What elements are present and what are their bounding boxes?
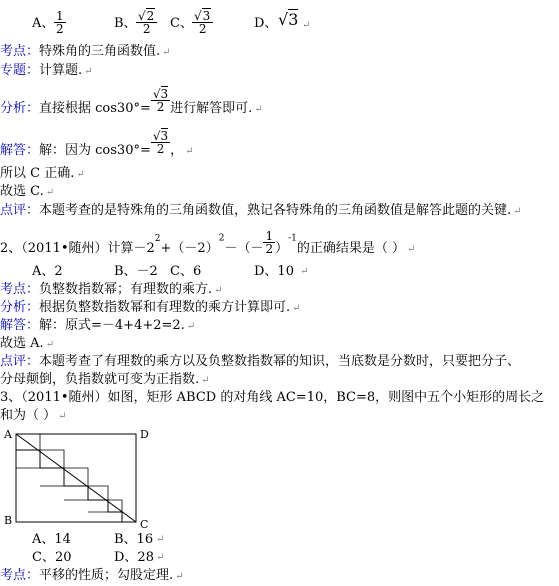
- sqrt-sign-icon: √: [152, 129, 161, 143]
- q1-fenxi: 分析：直接根据 cos30°= $\frac{√3}{2}$ 进行解答即可. $_↵$: [0, 87, 263, 116]
- dianping-label: 点评：: [0, 354, 40, 369]
- diagonal-ac: [16, 434, 136, 522]
- q2-option-b: B、－2: [114, 264, 158, 279]
- vertex-d-label: D: [140, 428, 149, 441]
- q1-option-b-denominator: 2: [136, 22, 157, 35]
- q1-option-b-numerator: 2: [146, 9, 155, 23]
- q3-option-c: C、20: [32, 550, 72, 565]
- sqrt-sign-icon: √: [194, 9, 202, 23]
- jieda-label: 解答：: [0, 318, 40, 333]
- q3-rectangle-figure: [0, 424, 160, 532]
- q2-option-c: C、6: [170, 264, 202, 279]
- q1-option-a-denominator: 2: [56, 22, 64, 36]
- q2-option-d: D、10: [254, 264, 294, 279]
- q1-option-b-fraction: [136, 10, 157, 35]
- q1-fenxi-fraction: $\frac{√3}{2}$: [152, 87, 169, 114]
- q1-option-a-label: A、: [32, 16, 55, 31]
- q1-option-d-value: √3: [278, 10, 299, 29]
- sqrt-sign-icon: √: [278, 10, 289, 29]
- sqrt-sign-icon: √: [138, 9, 146, 23]
- q2-stem: 2、（2011•随州）计算$-2^2+(-2)^2-(-$ $\frac{1}{2}$ ）$^{-1}$的正确结果是（ ） $_↵$: [0, 229, 416, 256]
- q2-jieda: 解答：解：原式=－4+4+2=2. ↵: [0, 318, 196, 333]
- q3-stem-line1: 3、（2011•随州）如图，矩形 ABCD 的对角线 AC=10，BC=8，则图中五个小矩形的周长之: [0, 390, 545, 405]
- q1-option-d-label: D、: [254, 16, 278, 31]
- q3-option-a: A、14: [32, 532, 71, 547]
- q2-fenxi: 分析：根据负整数指数幂和有理数的乘方计算即可. ↵: [0, 300, 301, 315]
- q2-guxuan: 故选 A. ↵: [0, 336, 55, 351]
- kaodian-label: 考点：: [0, 282, 40, 297]
- q1-zhuanti: 专题：计算题. ↵: [0, 63, 93, 78]
- q3-option-d: D、28: [114, 550, 154, 565]
- q1-option-c-numerator: 3: [202, 9, 211, 23]
- kaodian-label: 考点：: [0, 568, 40, 583]
- dianping-label: 点评：: [0, 203, 40, 218]
- q2-dianping: 点评：本题考查了有理数的乘方以及负整数指数幂的知识，当底数是分数时，只要把分子、: [0, 354, 521, 369]
- vertex-c-label: C: [140, 518, 149, 531]
- q2-dianping-continued: 分母颠倒，负指数就可变为正指数. ↵: [0, 372, 210, 387]
- fenxi-label: 分析：: [0, 101, 40, 116]
- q1-option-c-fraction: [192, 10, 213, 35]
- q3-stem-line2: 和为（ ） ↵: [0, 408, 67, 423]
- q2-option-a: A、2: [32, 264, 63, 279]
- q1-jieda: 解答：解：因为 cos30°= $\frac{√3}{2}$ ， $_↵$: [0, 129, 194, 158]
- jieda-label: 解答：: [0, 143, 40, 158]
- vertex-b-label: B: [4, 514, 13, 527]
- q2-fraction: $\frac{1}{2}$: [265, 229, 274, 256]
- small-rectangles-outline: [16, 434, 122, 522]
- kaodian-label: 考点：: [0, 44, 40, 59]
- fenxi-label: 分析：: [0, 300, 40, 315]
- q1-option-a-numerator: 1: [56, 9, 64, 23]
- q1-option-c-denominator: 2: [192, 22, 213, 35]
- q1-option-c-label: C、: [170, 16, 193, 31]
- q1-kaodian: 考点：特殊角的三角函数值. ↵: [0, 44, 171, 59]
- q1-guxuan: 故选 C. ↵: [0, 184, 55, 199]
- q2-kaodian: 考点：负整数指数幂；有理数的乘方. ↵: [0, 282, 223, 297]
- q1-option-b-label: B、: [114, 16, 137, 31]
- sqrt-sign-icon: √: [152, 87, 161, 101]
- vertex-a-label: A: [4, 428, 12, 441]
- q1-jieda-fraction: $\frac{√3}{2}$: [152, 129, 169, 156]
- q1-option-a-fraction: [54, 10, 66, 35]
- q1-dianping: 点评：本题考查的是特殊角的三角函数值，熟记各特殊角的三角函数值是解答此题的关键. ↵: [0, 203, 522, 218]
- q1-options: A、 $\frac{1}{2}$ B、 $\frac{√2}{2}$ C、 $\frac{√3}{2}$ D、 √3 ↵: [32, 9, 311, 36]
- q3-option-b: B、16: [114, 532, 154, 547]
- q1-line-c: 所以 C 正确. ↵: [0, 166, 85, 181]
- q3-kaodian: 考点：平移的性质；勾股定理. ↵: [0, 568, 184, 583]
- zhuanti-label: 专题：: [0, 63, 40, 78]
